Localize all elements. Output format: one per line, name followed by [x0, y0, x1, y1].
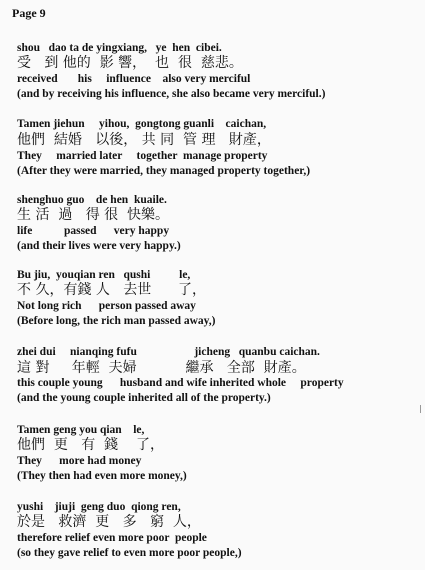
- translation-line-2: (After they were married, they managed property together,): [17, 165, 311, 177]
- translation-line-1: (and by receiving his influence, she also became very merciful.): [17, 88, 326, 100]
- pinyin-line-1: shou dao ta de yingxiang, ye hen cibei.: [17, 42, 222, 54]
- gloss-line-3: life passed very happy: [17, 225, 170, 237]
- pinyin-line-4: Bu jiu, youqian ren qushi le,: [17, 269, 191, 281]
- translation-line-3: (and their lives were very happy.): [17, 240, 181, 252]
- pinyin-line-6: Tamen geng you qian le,: [17, 424, 145, 436]
- gloss-line-5: this couple young husband and wife inherited whole property: [17, 377, 344, 389]
- gloss-line-2: They married later together manage property: [17, 150, 268, 162]
- page-number: Page 9: [12, 6, 46, 20]
- gloss-line-6: They more had money: [17, 455, 142, 467]
- chinese-line-3: 生 活 過 得 很 快樂。: [17, 207, 170, 223]
- gloss-line-4: Not long rich person passed away: [17, 300, 196, 312]
- chinese-line-1: 受 到 他的 影 響， 也 很 慈悲。: [17, 55, 243, 71]
- pinyin-line-2: Tamen jiehun yihou, gongtong guanli caichan,: [17, 118, 267, 130]
- translation-line-6: (They then had even more money,): [17, 470, 187, 482]
- pinyin-line-5: zhei dui nianqing fufu jicheng quanbu caichan.: [17, 346, 320, 358]
- translation-line-4: (Before long, the rich man passed away,): [17, 315, 216, 327]
- chinese-line-7: 於是 救濟 更 多 窮 人，: [17, 514, 201, 530]
- pinyin-line-3: shenghuo guo de hen kuaile.: [17, 194, 167, 206]
- scan-mark: [420, 405, 421, 413]
- translation-line-7: (so they gave relief to even more poor people,): [17, 547, 242, 559]
- pinyin-line-7: yushi jiuji geng duo qiong ren,: [17, 501, 181, 513]
- gloss-line-1: received his influence also very merciful: [17, 73, 251, 85]
- chinese-line-5: 這 對 年輕 夫婦 繼承 全部 財產。: [17, 360, 306, 376]
- translation-line-5: (and the young couple inherited all of the property.): [17, 392, 271, 404]
- chinese-line-4: 不 久，有錢 人 去世 了，: [17, 282, 206, 298]
- chinese-line-6: 他們 更 有 錢 了，: [17, 437, 164, 453]
- chinese-line-2: 他們 結婚 以後， 共 同 管 理 財產，: [17, 132, 271, 148]
- gloss-line-7: therefore relief even more poor people: [17, 532, 207, 544]
